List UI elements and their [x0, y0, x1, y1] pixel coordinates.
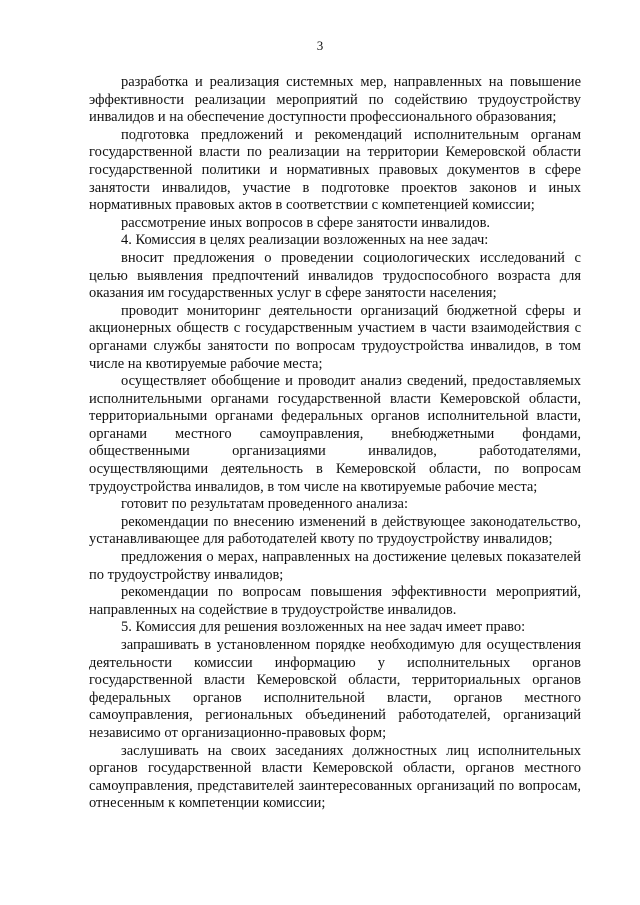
paragraph: осуществляет обобщение и проводит анализ сведений, предоставляемых исполнительными органами государственной власти Кемеровской области, территориальными органами федеральных органов исполнительной власти, органами местного самоуправления, внебюджетными фондами, общественными организациями инвалидов, работодателями, осуществляющими деятельность в Кемеровской области, по вопросам трудоустройства инвалидов, в том числе на квотируемые рабочие места;: [89, 373, 581, 495]
page-number: 3: [316, 38, 324, 53]
paragraph: подготовка предложений и рекомендаций исполнительным органам государственной власти по реализации на территории Кемеровской области государственной политики и нормативных правовых документов в сфере занятости инвалидов, участие в подготовке проектов законов и иных нормативных правовых актов в соответствии с компетенцией комиссии;: [89, 126, 581, 214]
document-body: [89, 74, 581, 813]
section-heading-paragraph: 5. Комиссия для решения возложенных на нее задач имеет право:: [121, 619, 526, 636]
paragraph: предложения о мерах, направленных на достижение целевых показателей по трудоустройству инвалидов;: [89, 549, 581, 583]
paragraph: вносит предложения о проведении социологических исследований с целью выявления предпочтений инвалидов трудоспособного возраста для оказания им государственных услуг в сфере занятости населения;: [89, 249, 581, 302]
paragraph: рассмотрение иных вопросов в сфере занятости инвалидов.: [121, 214, 491, 231]
section-heading-paragraph: 4. Комиссия в целях реализации возложенных на нее задач:: [121, 232, 489, 249]
paragraph: запрашивать в установленном порядке необходимую для осуществления деятельности комиссии информацию у исполнительных органов государственной власти Кемеровской области, территориальных органов федеральных органов исполнительной власти, органов местного самоуправления, региональных объединений работодателей, организаций независимо от организационно-правовых форм;: [89, 637, 581, 741]
paragraph: разработка и реализация системных мер, направленных на повышение эффективности реализации мероприятий по содействию трудоустройству инвалидов и на обеспечение доступности профессионального образования;: [89, 74, 581, 126]
paragraph: заслушивать на своих заседаниях должностных лиц исполнительных органов государственной власти Кемеровской области, органов местного самоуправления, представителей заинтересованных организаций по вопросам, отнесенным к компетенции комиссии;: [89, 742, 581, 812]
paragraph: рекомендации по внесению изменений в действующее законодательство, устанавливающее для работодателей квоту по трудоустройству инвалидов;: [89, 513, 581, 548]
paragraph: проводит мониторинг деятельности организаций бюджетной сферы и акционерных обществ с государственным участием в части взаимодействия с органами службы занятости по вопросам трудоустройства инвалидов, в том числе на квотируемые рабочие места;: [89, 302, 581, 372]
paragraph: рекомендации по вопросам повышения эффективности мероприятий, направленных на содействие в трудоустройстве инвалидов.: [89, 584, 581, 618]
paragraph: готовит по результатам проведенного анализа:: [121, 496, 409, 513]
